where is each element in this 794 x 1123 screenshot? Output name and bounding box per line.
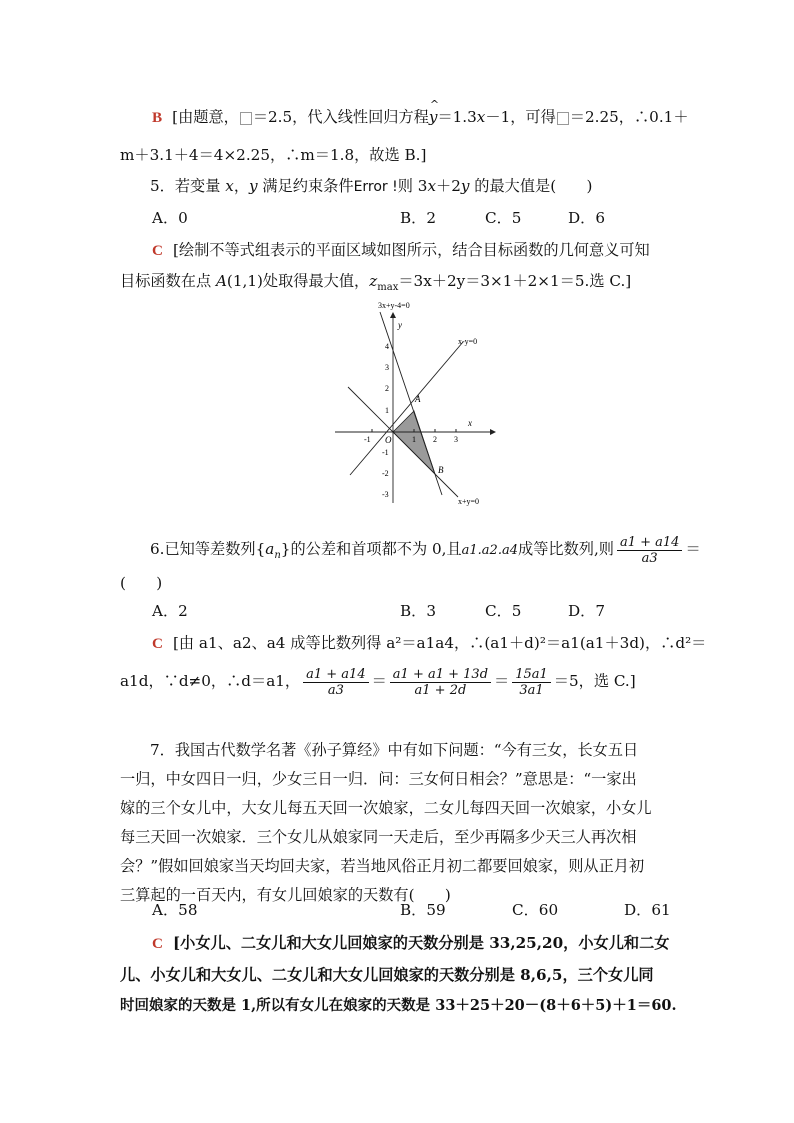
q7-option-a: A．58 bbox=[152, 901, 198, 919]
q7-answer-letter: C bbox=[152, 935, 163, 952]
line-3x-plus-y-minus-4 bbox=[380, 312, 442, 495]
q5-stem: 5．若变量 x，y 满足约束条件Error !则 3x＋2y 的最大值是( ) bbox=[150, 177, 593, 195]
point-a-label: A bbox=[415, 394, 421, 404]
q5-option-d: D．6 bbox=[568, 209, 606, 227]
q7-option-c: C．60 bbox=[512, 901, 559, 919]
y-tick-label: -1 bbox=[382, 448, 389, 457]
q7-line: 会？”假如回娘家当天均回夫家，若当地风俗正月初二都要回娘家，则从正月初 bbox=[120, 857, 645, 875]
y-bar-placeholder-icon bbox=[557, 112, 569, 125]
y-tick-label: 3 bbox=[385, 363, 389, 372]
q5-answer-letter: C bbox=[152, 242, 163, 259]
y-tick-label: 2 bbox=[385, 384, 389, 393]
x-tick-label: 1 bbox=[412, 435, 416, 444]
label-x-plus-y: x+y=0 bbox=[458, 497, 480, 506]
q5-option-c: C．5 bbox=[485, 209, 522, 227]
axis-y-label: y bbox=[398, 320, 402, 330]
q7-line: 一归，中女四日一归，少女三日一归．问：三女何日相会？”意思是：“一家出 bbox=[120, 770, 637, 788]
q5-answer-line2: 目标函数在点 A(1,1)处取得最大值，$z_{max}=3x+2y=3\times 1+2\times 1=5$.选 C.] bbox=[120, 272, 632, 294]
q6-stem: 6.已知等差数列$\{a_n\}$的公差和首项都不为 0,且a1.a2.a4成等比数列,则 $\frac{a1 + a14}{a3}$ ＝ bbox=[150, 534, 701, 566]
q7-line: 每三天回一次娘家．三个女儿从娘家同一天走后，至少再隔多少天三人再次相 bbox=[120, 828, 637, 846]
y-tick-label: -3 bbox=[382, 490, 389, 499]
error-text: Error ! bbox=[353, 179, 398, 195]
label-3x-plus-y: 3x+y-4=0 bbox=[378, 301, 410, 310]
y-axis-arrow-icon bbox=[390, 312, 396, 318]
q7-answer-line2: 儿、小女儿和大女儿、二女儿和大女儿回娘家的天数分别是 8,6,5，三个女儿同 bbox=[120, 966, 654, 984]
x-tick-label: -1 bbox=[364, 435, 371, 444]
q6-fraction: $\frac{a1 + a14}{a3}$ bbox=[617, 535, 682, 566]
q6-option-b: B．3 bbox=[400, 602, 437, 620]
q4-answer-letter: B bbox=[152, 109, 163, 126]
point-b-label: B bbox=[438, 465, 444, 475]
q6-answer-frac3: $\frac{15a1}{3a1}$ bbox=[512, 667, 551, 698]
q6-option-c: C．5 bbox=[485, 602, 522, 620]
x-tick-label: 2 bbox=[433, 435, 437, 444]
q7-option-b: B．59 bbox=[400, 901, 446, 919]
q7-answer-line3: 时回娘家的天数是 1,所以有女儿在娘家的天数是 33＋25＋20－(8＋6＋5)＋1＝60. bbox=[120, 997, 677, 1014]
q7-line: 三算起的一百天内，有女儿回娘家的天数有( ) bbox=[120, 886, 451, 904]
q5-option-a: A．0 bbox=[152, 209, 188, 227]
q6-option-d: D．7 bbox=[568, 602, 606, 620]
q7-line: 嫁的三个女儿中，大女儿每五天回一次娘家，二女儿每四天回一次娘家，小女儿 bbox=[120, 799, 652, 817]
q5-answer-line1: C [绘制不等式组表示的平面区域如图所示，结合目标函数的几何意义可知 bbox=[152, 241, 650, 259]
x-bar-placeholder-icon bbox=[240, 112, 252, 125]
q6-blank: ( ) bbox=[120, 574, 163, 592]
q6-answer-letter: C bbox=[152, 635, 163, 652]
q7-line: 7．我国古代数学名著《孙子算经》中有如下问题：“今有三女，长女五日 bbox=[150, 741, 639, 759]
q6-answer-frac1: $\frac{a1 + a14}{a3}$ bbox=[303, 667, 368, 698]
q6-answer-line1: C [由 a1、a2、a4 成等比数列得 a²＝a1a4，∴(a1＋d)²＝a1(a1＋3d)，∴d²＝ bbox=[152, 634, 707, 652]
label-x-minus-y: x-y=0 bbox=[458, 337, 478, 346]
y-hat: ^ y bbox=[429, 106, 438, 128]
line-x-minus-y bbox=[350, 342, 463, 475]
constraint-region-figure bbox=[330, 298, 500, 512]
q4-answer-line2: m＋3.1＋4＝4×2.25，∴m＝1.8，故选 B.] bbox=[120, 146, 427, 164]
q5-option-b: B．2 bbox=[400, 209, 437, 227]
y-tick-label: 4 bbox=[385, 342, 389, 351]
q4-answer-line1: B [由题意， ＝2.5，代入线性回归方程^ y＝1.3x－1，可得 ＝2.25，∴0.1＋ bbox=[152, 106, 794, 129]
q6-option-a: A．2 bbox=[152, 602, 188, 620]
x-axis-arrow-icon bbox=[490, 429, 496, 435]
axis-x-label: x bbox=[468, 418, 472, 428]
y-tick-label: 1 bbox=[385, 406, 389, 415]
origin-label: O bbox=[385, 435, 392, 445]
y-tick-label: -2 bbox=[382, 469, 389, 478]
q6-answer-line2: a1d，∵d≠0，∴d＝a1， $\frac{a1 + a14}{a3}$ ＝ $\frac{a1 + a1 + 13d}{a1 + 2d}$ ＝ $\frac{15a1}{3a1}$ ＝5，选 C.] bbox=[120, 666, 636, 698]
x-tick-label: 3 bbox=[454, 435, 458, 444]
q6-answer-frac2: $\frac{a1 + a1 + 13d}{a1 + 2d}$ bbox=[390, 667, 491, 698]
q7-answer-line1: C [小女儿、二女儿和大女儿回娘家的天数分别是 33,25,20，小女儿和二女 bbox=[152, 934, 670, 952]
q7-option-d: D．61 bbox=[624, 901, 671, 919]
